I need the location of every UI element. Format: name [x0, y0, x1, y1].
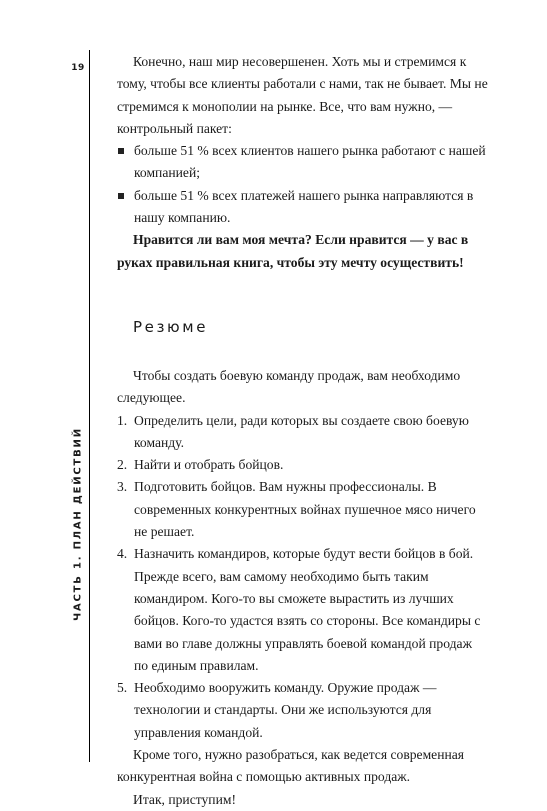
section-title: Резюме	[133, 317, 209, 336]
page-number: 19	[71, 63, 85, 73]
step-text: Подготовить бойцов. Вам нужны профессионалы. В современных конкурентных войнах пушечное мясо ничего не решает.	[134, 479, 476, 540]
step-number: 4.	[117, 546, 128, 562]
bullet-text: больше 51 % всех платежей нашего рынка направляются в нашу компанию.	[134, 187, 474, 226]
intro-paragraph: Конечно, наш мир несовершенен. Хоть мы и стремимся к тому, чтобы все клиенты работали с нами, так не бывает. Мы не стремимся к монополии на рынке. Все, что вам нужно, — контрольный пакет:	[117, 54, 488, 136]
square-bullet-icon	[118, 148, 124, 154]
steps-list	[117, 410, 489, 744]
step-item	[117, 476, 489, 543]
page-content	[117, 51, 489, 811]
step-text: Назначить командиров, которые будут вести бойцов в бой. Прежде всего, вам самому необходимо быть таким командиром. Кого-то вы сможете вырастить из лучших бойцов. Кого-то удастся взять со стороны. Все командиры с вами во главе должны управлять боевой командой продаж по единым правилам.	[134, 546, 481, 673]
bullet-item	[117, 185, 489, 230]
closing-line: Итак, приступим!	[133, 791, 236, 807]
bullet-text: больше 51 % всех клиентов нашего рынка работают с нашей компанией;	[134, 143, 486, 181]
step-number: 2.	[117, 457, 128, 473]
square-bullet-icon	[118, 193, 124, 199]
step-item	[117, 543, 489, 677]
bullet-list	[117, 140, 489, 229]
closing-paragraph: Кроме того, нужно разобраться, как ведется современная конкурентная война с помощью активных продаж.	[117, 747, 465, 785]
margin-rule	[89, 50, 90, 762]
step-number: 3.	[117, 479, 128, 495]
summary-lead: Чтобы создать боевую команду продаж, вам необходимо следующее.	[117, 367, 461, 406]
step-item	[117, 677, 489, 744]
step-text: Необходимо вооружить команду. Оружие продаж — технологии и стандарты. Они же используются для управления командой.	[134, 680, 437, 740]
step-text: Определить цели, ради которых вы создаете свою боевую команду.	[134, 412, 469, 450]
bold-paragraph: Нравится ли вам моя мечта? Если нравится — у вас в руках правильная книга, чтобы эту мечту осуществить!	[117, 232, 469, 270]
step-item	[117, 454, 489, 476]
running-head: ЧАСТЬ 1. ПЛАН ДЕЙСТВИЙ	[72, 427, 84, 621]
step-item	[117, 410, 489, 455]
bullet-item	[117, 140, 489, 185]
step-number: 5.	[117, 680, 128, 696]
step-text: Найти и отобрать бойцов.	[134, 457, 284, 473]
step-number: 1.	[117, 412, 128, 428]
